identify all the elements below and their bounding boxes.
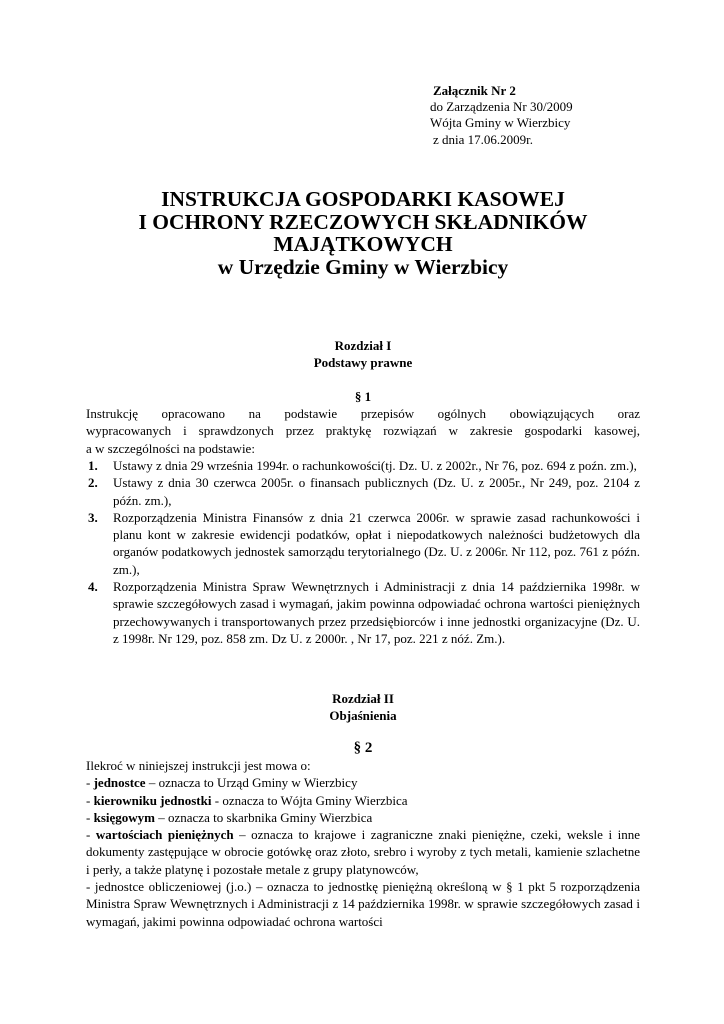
title-line-2: I OCHRONY RZECZOWYCH SKŁADNIKÓW (138, 209, 588, 234)
list-item (86, 474, 640, 509)
list-item (86, 457, 640, 474)
intro-line-1: Instrukcję opracowano na podstawie przepisów ogólnych obowiązujących oraz (86, 406, 640, 421)
list-item-number: 4. (88, 579, 98, 595)
term: kierowniku jednostki (93, 792, 212, 808)
definition-text: - oznacza to Wójta Gminy Wierzbica (211, 792, 408, 808)
definitions-intro: Ilekroć w niniejszej instrukcji jest mowa o: (86, 758, 311, 773)
list-item-number: 2. (88, 475, 98, 491)
chapter-2-name: Objaśnienia (329, 708, 397, 723)
annex-ordinance: do Zarządzenia Nr 30/2009 (430, 99, 573, 115)
section-1-sign: § 1 (354, 389, 372, 404)
term: księgowym (93, 809, 155, 825)
definition-text: – oznacza to krajowe i zagraniczne znaki pieniężne, czeki, weksle i inne dokumenty zastępujące w obrocie gotówkę oraz złoto, srebro i wyroby z tych metali, kamienie szlachetne i perły, a także platynę i pozostałe metale z grupy platynowców, (86, 827, 640, 877)
definition-text: – oznacza to skarbnika Gminy Wierzbica (154, 809, 373, 825)
section-2-sign: § 2 (353, 740, 373, 756)
annex-header (430, 83, 573, 148)
title-line-4: w Urzędzie Gminy w Wierzbicy (217, 254, 509, 279)
list-item (86, 578, 640, 647)
list-item-text: Rozporządzenia Ministra Finansów z dnia 21 czerwca 2006r. w sprawie zasad rachunkowości i planu kont w zakresie ewidencji podatków, opłat i niepodatkowych należności budżetowych dla organów podatkowych jednostek samorządu terytorialnego (Dz. U. z 2006r. Nr 112, poz. 761 z późn. zm.), (113, 509, 640, 577)
chapter-2-heading (86, 690, 640, 724)
annex-authority: Wójta Gminy w Wierzbicy (430, 115, 571, 131)
annex-date: z dnia 17.06.2009r. (433, 131, 534, 147)
dash: - (86, 775, 94, 791)
list-item-number: 1. (88, 458, 98, 473)
chapter-2-number: Rozdział II (332, 691, 394, 706)
definition-monetary-values (86, 826, 640, 878)
definitions (86, 757, 640, 930)
intro-line-3: a w szczególności na podstawie: (86, 440, 255, 456)
legal-basis-list (86, 457, 640, 647)
title-line-1: INSTRUKCJA GOSPODARKI KASOWEJ (161, 187, 565, 211)
list-item-text: Ustawy z dnia 29 września 1994r. o rachunkowości(tj. Dz. U. z 2002r., Nr 76, poz. 694 z poźn. zm.), (113, 458, 637, 473)
term: jednostce (93, 775, 146, 791)
list-item-text: Rozporządzenia Ministra Spraw Wewnętrznych i Administracji z dnia 14 października 1998r. w sprawie szczegółowych zasad i wymagań, jakim powinna odpowiadać ochrona wartości pieniężnych przechowywanych i transportowanych przez przedsiębiorców i inne jednostki organizacyjne (Dz. U. z 1998r. Nr 129, poz. 858 zm. Dz U. z 2000r. , Nr 17, poz. 221 z nóź. Zm.). (113, 579, 640, 646)
list-item (86, 509, 640, 578)
dash: - (86, 827, 96, 843)
chapter-1-name: Podstawy prawne (313, 355, 413, 370)
definition-accountant (86, 809, 640, 826)
intro-line-2: wypracowanych i sprawdzonych przez praktykę rozwiązań w zakresie gospodarki kasowej, (86, 423, 640, 439)
chapter-1-heading (86, 337, 640, 371)
definition-unit (86, 774, 640, 791)
list-item-text: Ustawy z dnia 30 czerwca 2005r. o finansach publicznych (Dz. U. z 2005r., Nr 249, poz. 2104 z późn. zm.), (113, 475, 640, 508)
section-1-intro (86, 405, 640, 457)
dash: - (86, 792, 94, 808)
document-title (86, 188, 640, 278)
definition-text: – oznacza to Urząd Gminy w Wierzbicy (145, 775, 358, 791)
chapter-1-number: Rozdział I (334, 338, 392, 353)
definition-head (86, 792, 640, 809)
definition-calc-unit: - jednostce obliczeniowej (j.o.) – oznacza to jednostkę pieniężną określoną w § 1 pkt 5 rozporządzenia Ministra Spraw Wewnętrznych i Administracji z 14 października 1998r. w sprawie szczegółowych zasad i wymagań, jakimi powinna odpowiadać ochrona wartości (86, 879, 640, 929)
term: wartościach pieniężnych (95, 827, 234, 843)
annex-number: Załącznik Nr 2 (433, 83, 516, 98)
list-item-number: 3. (88, 509, 98, 525)
title-line-3: MAJĄTKOWYCH (273, 232, 453, 257)
dash: - (86, 809, 94, 825)
